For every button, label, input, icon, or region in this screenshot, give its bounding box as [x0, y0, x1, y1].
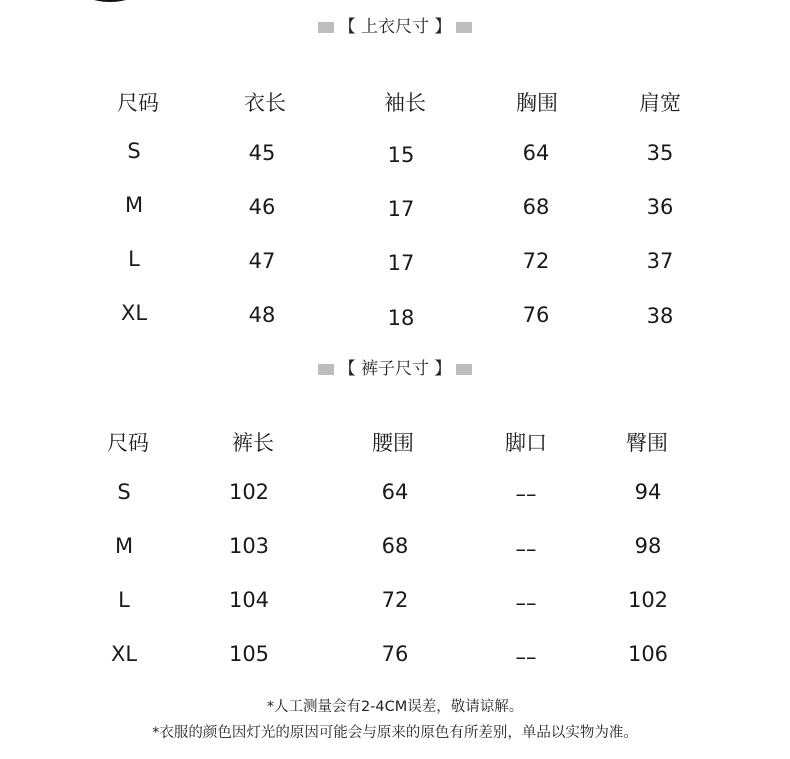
table-cell: XL [110, 642, 138, 666]
pants-header-cuff: 脚口 [505, 431, 547, 455]
table-cell: 68 [381, 534, 409, 558]
table-cell: S [127, 139, 141, 163]
table-cell: 76 [381, 642, 409, 666]
table-cell: M [114, 534, 134, 558]
measurement-note: *人工测量会有2-4CM误差，敬请谅解。 [266, 699, 524, 715]
top-size-header [318, 16, 472, 38]
table-cell: 48 [248, 303, 276, 327]
table-cell: 36 [646, 195, 674, 219]
table-cell: –– [515, 591, 537, 615]
table-cell: 98 [634, 534, 662, 558]
table-cell: XL [120, 301, 148, 325]
pants-header-size: 尺码 [107, 431, 149, 455]
table-cell: 35 [646, 141, 674, 165]
table-cell: M [124, 193, 144, 217]
pants-header-waist: 腰围 [372, 431, 414, 455]
table-cell: 68 [522, 195, 550, 219]
top-header-chest: 胸围 [516, 91, 558, 115]
pants-header-hip: 臀围 [626, 431, 668, 455]
pants-header-length: 裤长 [232, 431, 274, 455]
pants-size-title: 【 裤子尺寸 】 [334, 358, 456, 380]
table-cell: 103 [228, 534, 270, 558]
table-cell: 76 [522, 303, 550, 327]
table-cell: 64 [522, 141, 550, 165]
table-cell: –– [515, 645, 537, 669]
table-cell: S [117, 480, 131, 504]
table-cell: 104 [228, 588, 270, 612]
table-cell: 45 [248, 141, 276, 165]
table-cell: 106 [627, 642, 669, 666]
table-cell: –– [515, 537, 537, 561]
table-cell: 47 [248, 249, 276, 273]
table-cell: 105 [228, 642, 270, 666]
table-cell: 38 [646, 304, 674, 328]
table-cell: L [128, 247, 140, 271]
color-note: *衣服的颜色因灯光的原因可能会与原来的原色有所差别，单品以实物为准。 [152, 725, 638, 741]
table-cell: 37 [646, 249, 674, 273]
top-header-sleeve: 袖长 [384, 91, 426, 115]
table-cell: 46 [248, 195, 276, 219]
table-cell: 94 [634, 480, 662, 504]
top-header-length: 衣长 [244, 91, 286, 115]
table-cell: 15 [387, 143, 415, 167]
table-cell: 72 [522, 249, 550, 273]
top-size-title: 【 上衣尺寸 】 [334, 16, 456, 38]
table-cell: 18 [387, 306, 415, 330]
table-cell: 17 [387, 197, 415, 221]
table-cell: L [118, 588, 130, 612]
top-header-shoulder: 肩宽 [639, 91, 681, 115]
table-cell: 64 [381, 480, 409, 504]
top-header-size: 尺码 [117, 91, 159, 115]
table-cell: 102 [228, 480, 270, 504]
corner-decoration [45, 0, 175, 2]
pants-size-header [318, 358, 472, 380]
table-cell: –– [515, 482, 537, 506]
table-cell: 17 [387, 251, 415, 275]
table-cell: 102 [627, 588, 669, 612]
table-cell: 72 [381, 588, 409, 612]
